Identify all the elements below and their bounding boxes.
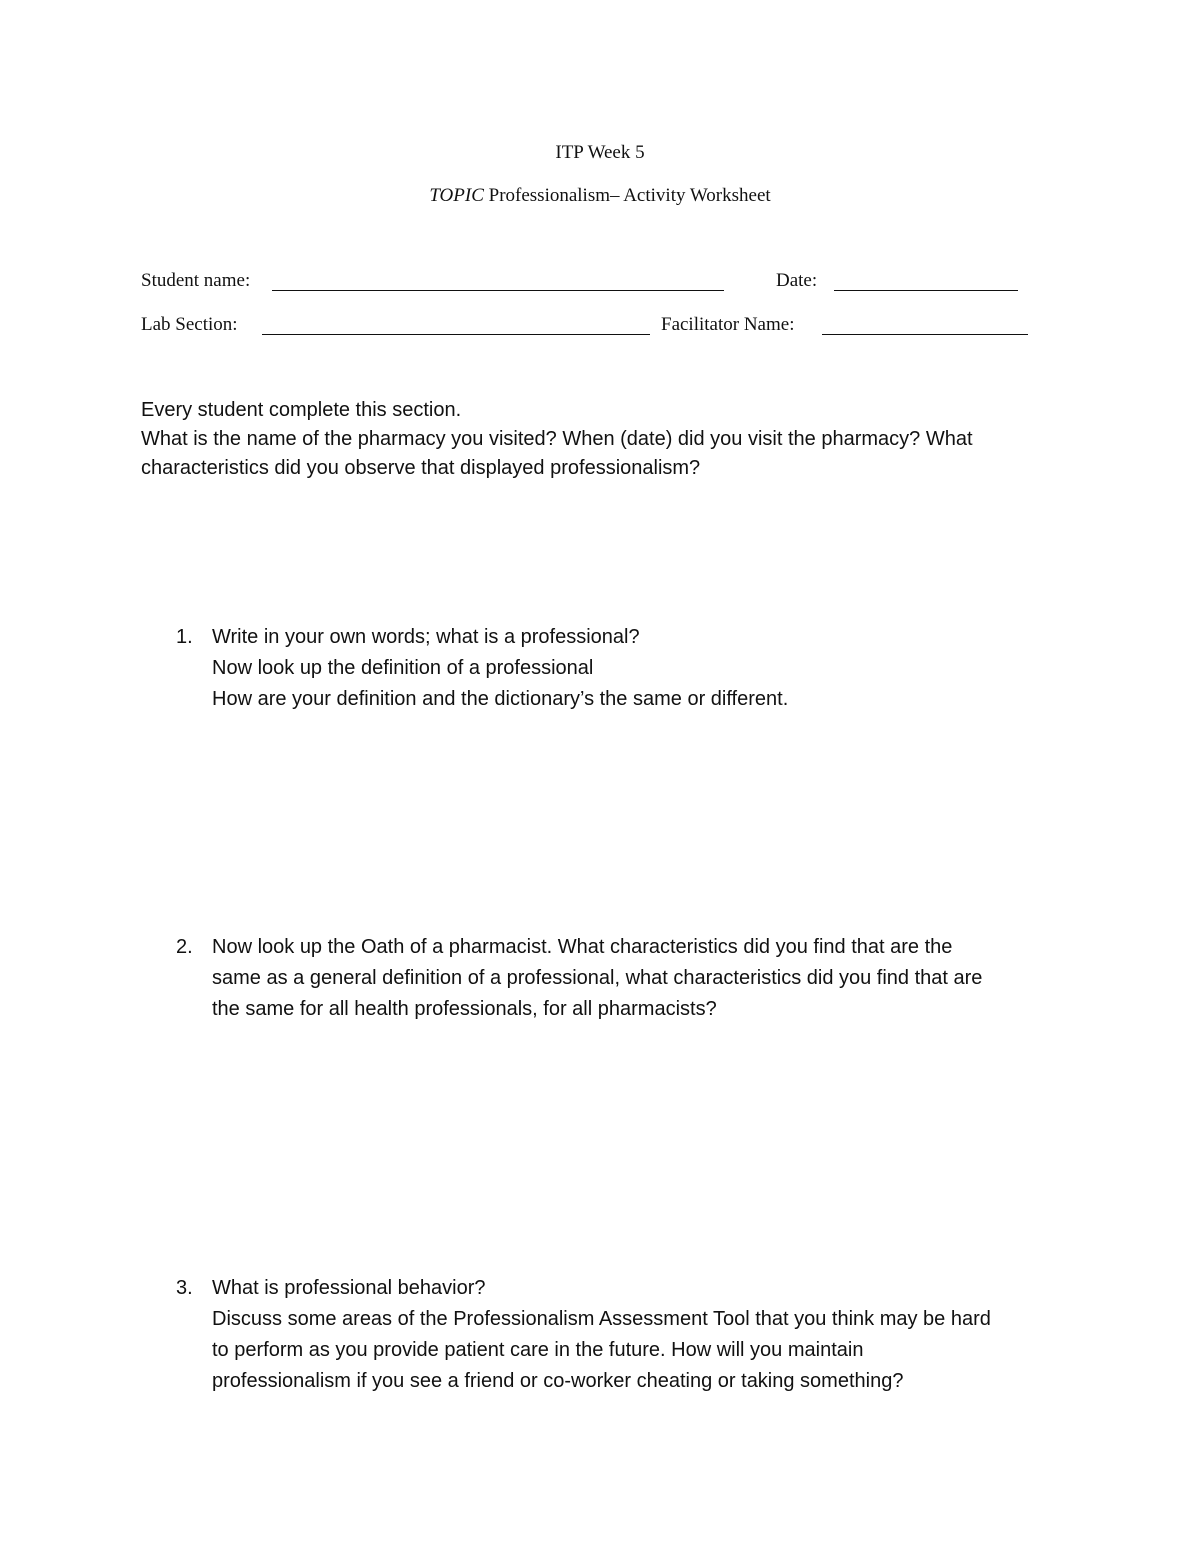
question-line: How are your definition and the dictionary’s the same or different. — [212, 688, 789, 710]
facilitator-name-label: Facilitator Name: — [661, 314, 795, 335]
question-line: professionalism if you see a friend or co-worker cheating or taking something? — [212, 1370, 904, 1392]
question-line: What is professional behavior? — [212, 1277, 486, 1299]
question-line: the same for all health professionals, for all pharmacists? — [212, 998, 717, 1020]
question-number: 2. — [176, 936, 193, 958]
question-line: Now look up the Oath of a pharmacist. What characteristics did you find that are the — [212, 936, 953, 958]
date-field[interactable] — [834, 290, 1018, 291]
intro-instruction: Every student complete this section. — [141, 399, 462, 421]
question-number: 1. — [176, 626, 193, 648]
question-number: 3. — [176, 1277, 193, 1299]
question-line: Now look up the definition of a professional — [212, 657, 594, 679]
intro-question-line-2: characteristics did you observe that displayed professionalism? — [141, 457, 701, 479]
question-line: to perform as you provide patient care in the future. How will you maintain — [212, 1339, 864, 1361]
lab-section-field[interactable] — [262, 334, 650, 335]
page-subtitle — [0, 185, 1200, 207]
intro-question-line-1: What is the name of the pharmacy you visited? When (date) did you visit the pharmacy? What — [141, 428, 973, 450]
facilitator-name-field[interactable] — [822, 334, 1028, 335]
question-line: Discuss some areas of the Professionalism Assessment Tool that you think may be hard — [212, 1308, 991, 1330]
student-name-field[interactable] — [272, 290, 724, 291]
question-line: Write in your own words; what is a professional? — [212, 626, 640, 648]
subtitle-topic: TOPIC — [429, 185, 484, 206]
subtitle-text: Professionalism– Activity Worksheet — [483, 185, 771, 206]
question-line: same as a general definition of a professional, what characteristics did you find that are — [212, 967, 983, 989]
lab-section-label: Lab Section: — [141, 314, 238, 335]
page-title: ITP Week 5 — [555, 142, 645, 163]
date-label: Date: — [776, 270, 818, 291]
student-name-label: Student name: — [141, 270, 251, 291]
